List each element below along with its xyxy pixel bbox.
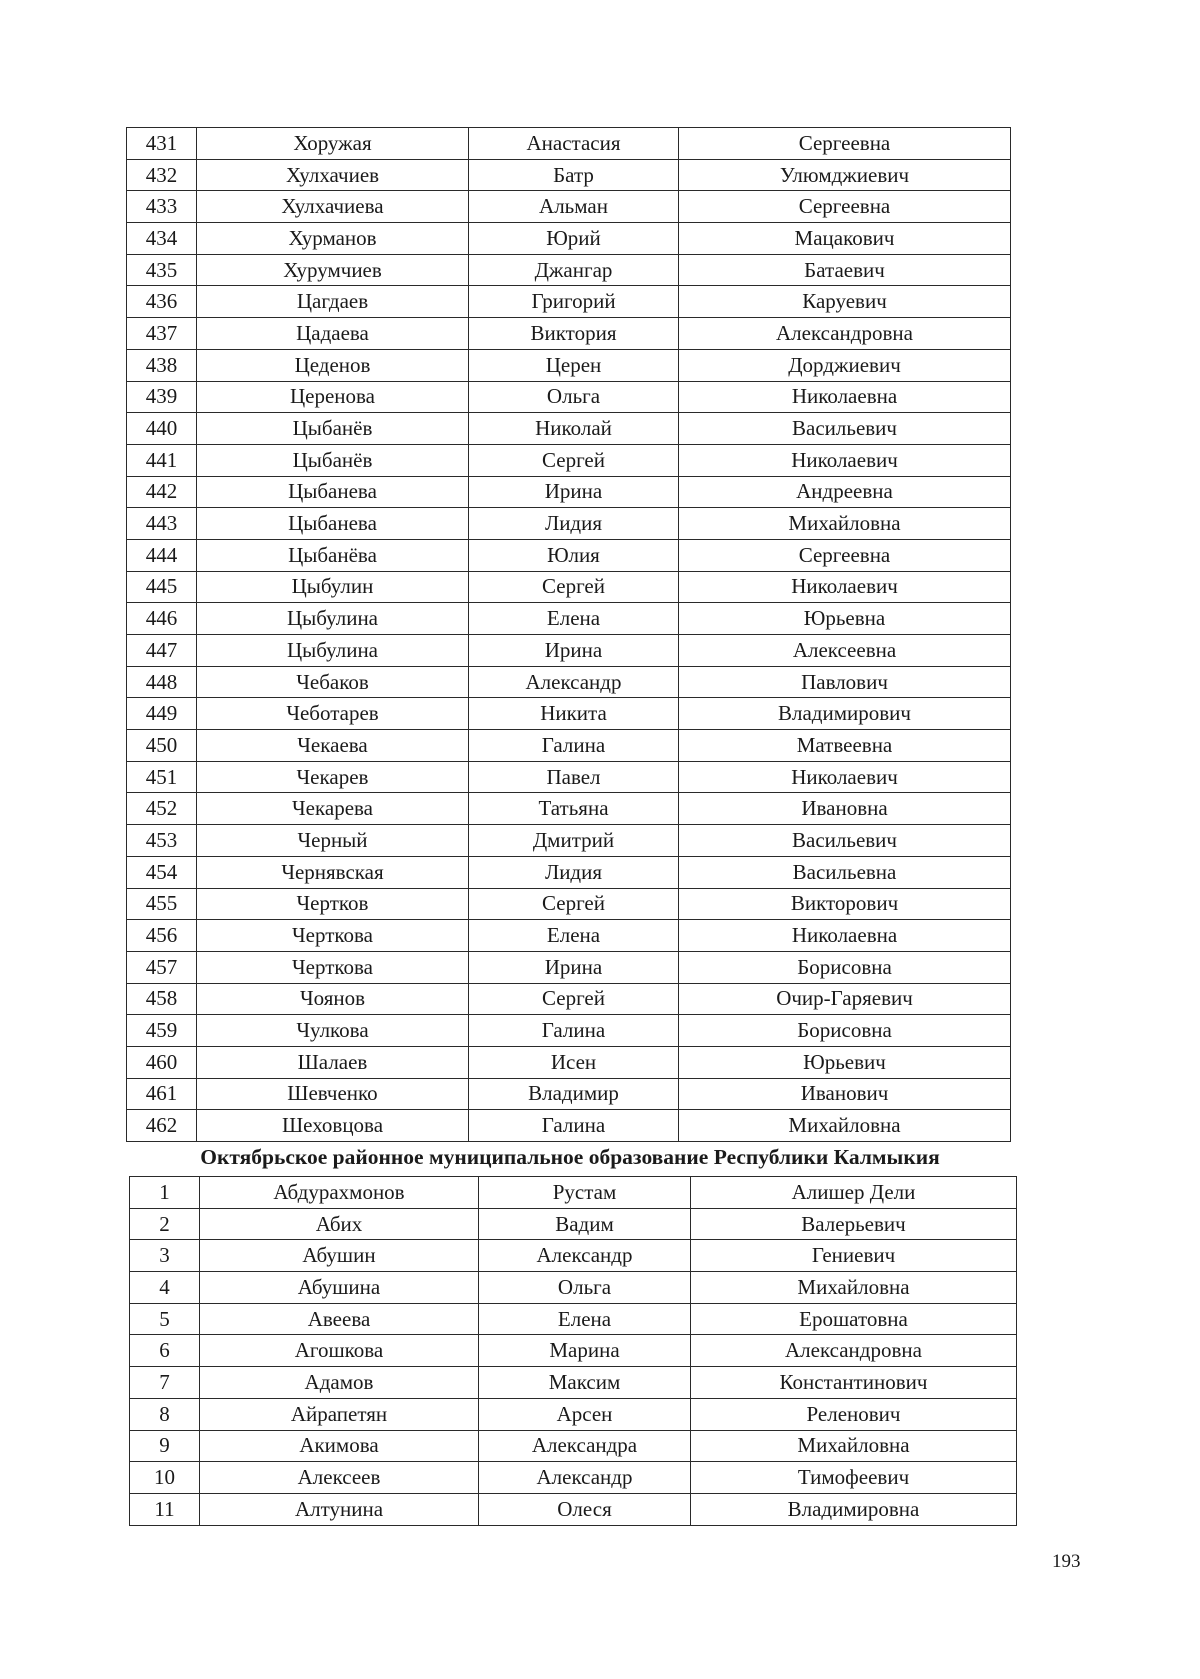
first-name-cell: Марина — [479, 1335, 691, 1367]
row-number-cell: 440 — [127, 413, 197, 445]
surname-cell: Чеботарев — [197, 698, 469, 730]
first-name-cell: Никита — [469, 698, 679, 730]
first-name-cell: Елена — [469, 603, 679, 635]
row-number-cell: 1 — [130, 1177, 200, 1209]
row-number-cell: 446 — [127, 603, 197, 635]
table-row — [127, 730, 1011, 762]
table-row — [127, 318, 1011, 350]
patronymic-cell: Владимирович — [679, 698, 1011, 730]
surname-cell: Цыбулина — [197, 635, 469, 667]
first-name-cell: Александр — [479, 1240, 691, 1272]
patronymic-cell: Александровна — [679, 318, 1011, 350]
first-name-cell: Лидия — [469, 508, 679, 540]
patronymic-cell: Тимофеевич — [691, 1462, 1017, 1494]
table-row — [127, 128, 1011, 160]
table-row — [130, 1430, 1017, 1462]
table-row — [127, 603, 1011, 635]
table-row — [130, 1462, 1017, 1494]
table-row — [130, 1303, 1017, 1335]
row-number-cell: 431 — [127, 128, 197, 160]
table-row — [130, 1208, 1017, 1240]
patronymic-cell: Алишер Дели — [691, 1177, 1017, 1209]
first-name-cell: Джангар — [469, 254, 679, 286]
surname-cell: Цеденов — [197, 349, 469, 381]
patronymic-cell: Константинович — [691, 1367, 1017, 1399]
names-table-1-body — [127, 128, 1011, 1142]
first-name-cell: Галина — [469, 730, 679, 762]
patronymic-cell: Владимировна — [691, 1493, 1017, 1525]
patronymic-cell: Очир-Гаряевич — [679, 983, 1011, 1015]
table-row — [127, 508, 1011, 540]
table-row — [127, 761, 1011, 793]
surname-cell: Хулхачиев — [197, 159, 469, 191]
table-row — [127, 539, 1011, 571]
surname-cell: Цагдаев — [197, 286, 469, 318]
row-number-cell: 447 — [127, 635, 197, 667]
first-name-cell: Александр — [469, 666, 679, 698]
surname-cell: Чернявская — [197, 856, 469, 888]
first-name-cell: Церен — [469, 349, 679, 381]
section-heading: Октябрьское районное муниципальное образование Республики Калмыкия — [200, 1145, 940, 1169]
row-number-cell: 8 — [130, 1398, 200, 1430]
first-name-cell: Юлия — [469, 539, 679, 571]
row-number-cell: 436 — [127, 286, 197, 318]
table-row — [127, 825, 1011, 857]
patronymic-cell: Михайловна — [679, 508, 1011, 540]
surname-cell: Чулкова — [197, 1015, 469, 1047]
row-number-cell: 460 — [127, 1046, 197, 1078]
patronymic-cell: Борисовна — [679, 1015, 1011, 1047]
first-name-cell: Ирина — [469, 951, 679, 983]
patronymic-cell: Юрьевна — [679, 603, 1011, 635]
first-name-cell: Николай — [469, 413, 679, 445]
first-name-cell: Григорий — [469, 286, 679, 318]
table-row — [127, 286, 1011, 318]
row-number-cell: 455 — [127, 888, 197, 920]
surname-cell: Хоружая — [197, 128, 469, 160]
patronymic-cell: Васильевна — [679, 856, 1011, 888]
patronymic-cell: Иванович — [679, 1078, 1011, 1110]
table-row — [127, 920, 1011, 952]
row-number-cell: 438 — [127, 349, 197, 381]
surname-cell: Абушин — [200, 1240, 479, 1272]
surname-cell: Цыбулин — [197, 571, 469, 603]
first-name-cell: Лидия — [469, 856, 679, 888]
table-row — [127, 1110, 1011, 1142]
first-name-cell: Юрий — [469, 223, 679, 255]
first-name-cell: Татьяна — [469, 793, 679, 825]
table-row — [130, 1272, 1017, 1304]
row-number-cell: 445 — [127, 571, 197, 603]
surname-cell: Агошкова — [200, 1335, 479, 1367]
table-row — [127, 635, 1011, 667]
patronymic-cell: Сергеевна — [679, 191, 1011, 223]
surname-cell: Цыбанёва — [197, 539, 469, 571]
row-number-cell: 9 — [130, 1430, 200, 1462]
first-name-cell: Сергей — [469, 983, 679, 1015]
row-number-cell: 432 — [127, 159, 197, 191]
surname-cell: Чекарев — [197, 761, 469, 793]
row-number-cell: 458 — [127, 983, 197, 1015]
first-name-cell: Ольга — [469, 381, 679, 413]
row-number-cell: 451 — [127, 761, 197, 793]
row-number-cell: 433 — [127, 191, 197, 223]
surname-cell: Алексеев — [200, 1462, 479, 1494]
surname-cell: Алтунина — [200, 1493, 479, 1525]
table-row — [127, 793, 1011, 825]
first-name-cell: Вадим — [479, 1208, 691, 1240]
row-number-cell: 5 — [130, 1303, 200, 1335]
surname-cell: Черткова — [197, 920, 469, 952]
row-number-cell: 456 — [127, 920, 197, 952]
table-row — [127, 1078, 1011, 1110]
first-name-cell: Елена — [479, 1303, 691, 1335]
first-name-cell: Елена — [469, 920, 679, 952]
surname-cell: Цыбанёв — [197, 444, 469, 476]
table-row — [127, 1046, 1011, 1078]
patronymic-cell: Викторович — [679, 888, 1011, 920]
surname-cell: Абих — [200, 1208, 479, 1240]
surname-cell: Цадаева — [197, 318, 469, 350]
table-row — [130, 1335, 1017, 1367]
patronymic-cell: Николаевна — [679, 381, 1011, 413]
patronymic-cell: Борисовна — [679, 951, 1011, 983]
first-name-cell: Владимир — [469, 1078, 679, 1110]
surname-cell: Абушина — [200, 1272, 479, 1304]
surname-cell: Черткова — [197, 951, 469, 983]
surname-cell: Чебаков — [197, 666, 469, 698]
patronymic-cell: Павлович — [679, 666, 1011, 698]
surname-cell: Цыбанева — [197, 508, 469, 540]
first-name-cell: Ирина — [469, 476, 679, 508]
surname-cell: Хурманов — [197, 223, 469, 255]
row-number-cell: 7 — [130, 1367, 200, 1399]
row-number-cell: 450 — [127, 730, 197, 762]
surname-cell: Черный — [197, 825, 469, 857]
patronymic-cell: Сергеевна — [679, 128, 1011, 160]
row-number-cell: 449 — [127, 698, 197, 730]
patronymic-cell: Сергеевна — [679, 539, 1011, 571]
table-row — [130, 1398, 1017, 1430]
patronymic-cell: Андреевна — [679, 476, 1011, 508]
first-name-cell: Анастасия — [469, 128, 679, 160]
patronymic-cell: Васильевич — [679, 413, 1011, 445]
row-number-cell: 444 — [127, 539, 197, 571]
surname-cell: Цыбанёв — [197, 413, 469, 445]
first-name-cell: Галина — [469, 1110, 679, 1142]
patronymic-cell: Батаевич — [679, 254, 1011, 286]
surname-cell: Чекаева — [197, 730, 469, 762]
row-number-cell: 457 — [127, 951, 197, 983]
row-number-cell: 442 — [127, 476, 197, 508]
first-name-cell: Александра — [479, 1430, 691, 1462]
surname-cell: Абдурахмонов — [200, 1177, 479, 1209]
surname-cell: Чертков — [197, 888, 469, 920]
surname-cell: Шалаев — [197, 1046, 469, 1078]
patronymic-cell: Гениевич — [691, 1240, 1017, 1272]
patronymic-cell: Михайловна — [691, 1430, 1017, 1462]
surname-cell: Авеева — [200, 1303, 479, 1335]
row-number-cell: 452 — [127, 793, 197, 825]
row-number-cell: 461 — [127, 1078, 197, 1110]
first-name-cell: Рустам — [479, 1177, 691, 1209]
row-number-cell: 2 — [130, 1208, 200, 1240]
surname-cell: Адамов — [200, 1367, 479, 1399]
patronymic-cell: Николаевна — [679, 920, 1011, 952]
surname-cell: Чекарева — [197, 793, 469, 825]
row-number-cell: 462 — [127, 1110, 197, 1142]
table-row — [127, 856, 1011, 888]
first-name-cell: Альман — [469, 191, 679, 223]
surname-cell: Церенова — [197, 381, 469, 413]
table-row — [130, 1240, 1017, 1272]
first-name-cell: Галина — [469, 1015, 679, 1047]
patronymic-cell: Михайловна — [691, 1272, 1017, 1304]
row-number-cell: 434 — [127, 223, 197, 255]
row-number-cell: 6 — [130, 1335, 200, 1367]
first-name-cell: Виктория — [469, 318, 679, 350]
table-row — [130, 1493, 1017, 1525]
table-row — [127, 191, 1011, 223]
row-number-cell: 437 — [127, 318, 197, 350]
first-name-cell: Олеся — [479, 1493, 691, 1525]
first-name-cell: Ирина — [469, 635, 679, 667]
table-row — [127, 349, 1011, 381]
row-number-cell: 10 — [130, 1462, 200, 1494]
table-row — [130, 1367, 1017, 1399]
table-row — [127, 698, 1011, 730]
table-row — [127, 159, 1011, 191]
surname-cell: Акимова — [200, 1430, 479, 1462]
patronymic-cell: Реленович — [691, 1398, 1017, 1430]
table-row — [127, 571, 1011, 603]
first-name-cell: Павел — [469, 761, 679, 793]
surname-cell: Айрапетян — [200, 1398, 479, 1430]
table-row — [127, 951, 1011, 983]
row-number-cell: 454 — [127, 856, 197, 888]
patronymic-cell: Валерьевич — [691, 1208, 1017, 1240]
row-number-cell: 439 — [127, 381, 197, 413]
patronymic-cell: Александровна — [691, 1335, 1017, 1367]
patronymic-cell: Юрьевич — [679, 1046, 1011, 1078]
first-name-cell: Исен — [469, 1046, 679, 1078]
row-number-cell: 4 — [130, 1272, 200, 1304]
first-name-cell: Сергей — [469, 444, 679, 476]
patronymic-cell: Николаевич — [679, 444, 1011, 476]
row-number-cell: 435 — [127, 254, 197, 286]
patronymic-cell: Улюмджиевич — [679, 159, 1011, 191]
surname-cell: Хурумчиев — [197, 254, 469, 286]
surname-cell: Хулхачиева — [197, 191, 469, 223]
row-number-cell: 453 — [127, 825, 197, 857]
patronymic-cell: Каруевич — [679, 286, 1011, 318]
row-number-cell: 448 — [127, 666, 197, 698]
table-row — [127, 413, 1011, 445]
table-row — [127, 223, 1011, 255]
patronymic-cell: Ерошатовна — [691, 1303, 1017, 1335]
first-name-cell: Максим — [479, 1367, 691, 1399]
first-name-cell: Александр — [479, 1462, 691, 1494]
surname-cell: Чоянов — [197, 983, 469, 1015]
first-name-cell: Сергей — [469, 571, 679, 603]
first-name-cell: Арсен — [479, 1398, 691, 1430]
names-table-2 — [129, 1176, 1017, 1526]
surname-cell: Шевченко — [197, 1078, 469, 1110]
first-name-cell: Батр — [469, 159, 679, 191]
table-row — [127, 983, 1011, 1015]
patronymic-cell: Николаевич — [679, 571, 1011, 603]
row-number-cell: 443 — [127, 508, 197, 540]
row-number-cell: 3 — [130, 1240, 200, 1272]
table-row — [130, 1177, 1017, 1209]
first-name-cell: Ольга — [479, 1272, 691, 1304]
surname-cell: Цыбанева — [197, 476, 469, 508]
table-row — [127, 666, 1011, 698]
table-row — [127, 888, 1011, 920]
names-table-2-body — [130, 1177, 1017, 1526]
table-row — [127, 381, 1011, 413]
patronymic-cell: Васильевич — [679, 825, 1011, 857]
patronymic-cell: Матвеевна — [679, 730, 1011, 762]
table-row — [127, 444, 1011, 476]
row-number-cell: 441 — [127, 444, 197, 476]
table-row — [127, 476, 1011, 508]
patronymic-cell: Алексеевна — [679, 635, 1011, 667]
table-row — [127, 1015, 1011, 1047]
row-number-cell: 459 — [127, 1015, 197, 1047]
names-table-1 — [126, 127, 1011, 1142]
patronymic-cell: Михайловна — [679, 1110, 1011, 1142]
surname-cell: Шеховцова — [197, 1110, 469, 1142]
page-number: 193 — [1052, 1551, 1081, 1572]
patronymic-cell: Мацакович — [679, 223, 1011, 255]
first-name-cell: Дмитрий — [469, 825, 679, 857]
patronymic-cell: Николаевич — [679, 761, 1011, 793]
patronymic-cell: Дорджиевич — [679, 349, 1011, 381]
table-row — [127, 254, 1011, 286]
first-name-cell: Сергей — [469, 888, 679, 920]
patronymic-cell: Ивановна — [679, 793, 1011, 825]
row-number-cell: 11 — [130, 1493, 200, 1525]
surname-cell: Цыбулина — [197, 603, 469, 635]
